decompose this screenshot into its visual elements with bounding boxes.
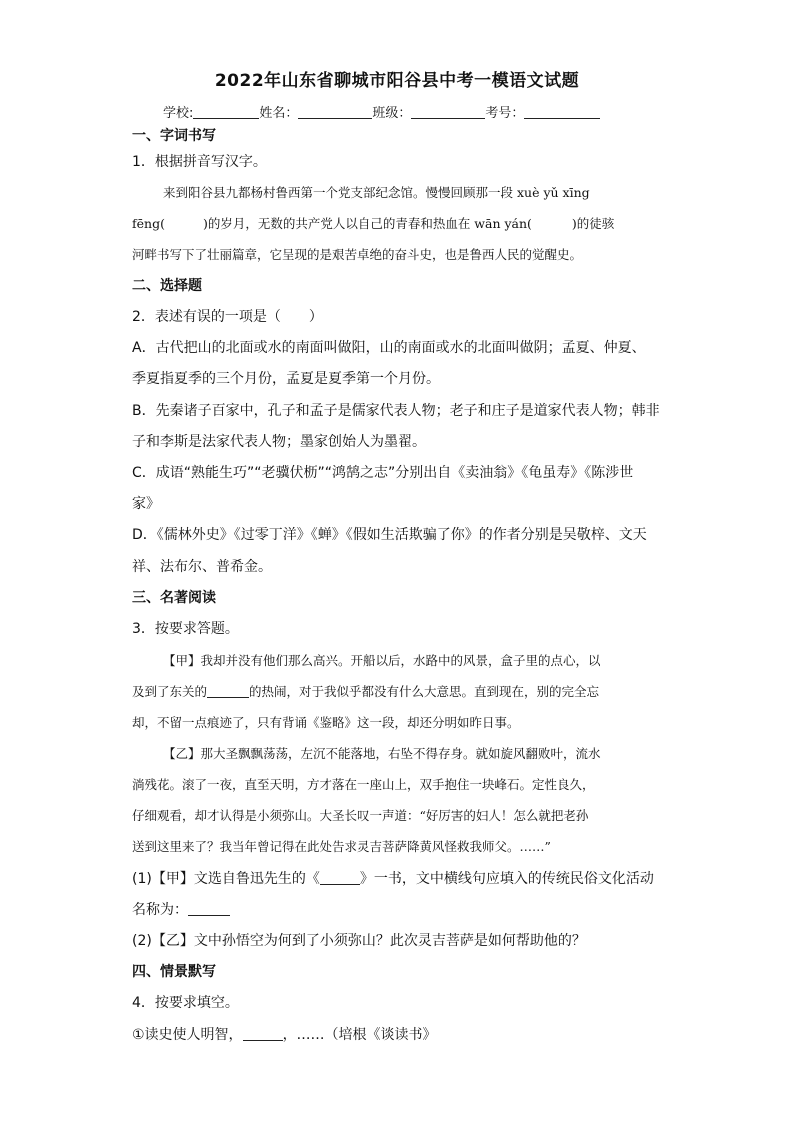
q2-option-a-line-2: 季夏指夏季的三个月份，孟夏是夏季第一个月份。: [132, 371, 440, 387]
name-blank[interactable]: [298, 106, 372, 119]
q3-subquestion-2: (2)【乙】文中孙悟空为何到了小须弥山？此次灵吉菩萨是如何帮助他的？: [132, 933, 586, 949]
q3-jia-line-3: 却，不留一点痕迹了，只有背诵《鉴略》这一段，却还分明如昨日事。: [132, 715, 520, 730]
q2-option-c-line-2: 家》: [132, 496, 160, 512]
q1-passage-line-1: 来到阳谷县九都杨村鲁西第一个党支部纪念馆。慢慢回顾那一段 xuè yǔ xīng: [163, 185, 590, 200]
section-heading-1: 一、字词书写: [132, 128, 216, 144]
q4-stem: 4．按要求填空。: [132, 995, 239, 1011]
q3-sq1-activity-blank[interactable]: [188, 903, 230, 916]
q2-option-d-line-2: 祥、法布尔、普希金。: [132, 559, 272, 575]
q1-stem: 1．根据拼音写汉字。: [132, 154, 267, 170]
q1-pinyin-2: )的岁月，无数的共产党人以自己的青春和热血在 wān yán(: [202, 216, 532, 231]
q3-sq1-book-blank[interactable]: [320, 872, 360, 885]
section-heading-2: 二、选择题: [132, 278, 202, 294]
section-heading-4: 四、情景默写: [132, 964, 216, 980]
class-label: 班级：: [372, 106, 412, 121]
q3-yi-line-3: 仔细观看，却才认得是小须弥山。大圣长叹一声道：“好厉害的妇人！怎么就把老孙: [132, 808, 589, 823]
q3-sq1-text-c: 名称为：: [132, 902, 188, 918]
school-label: 学校:: [163, 106, 194, 121]
q3-jia-text-a: 及到了东关的: [132, 684, 208, 699]
q2-stem: 2．表述有误的一项是（ ）: [132, 309, 323, 325]
number-blank[interactable]: [524, 106, 600, 119]
q3-subquestion-1-cont: [132, 899, 230, 919]
q1-passage-line-2: [132, 214, 614, 232]
q3-yi-line-4: 送到这里来了？我当年曾记得在此处告求灵吉菩萨降黄风怪救我师父。……”: [132, 839, 551, 854]
q2-option-a-line-1: A．古代把山的北面或水的南面叫做阳，山的南面或水的北面叫做阴；孟夏、仲夏、: [132, 340, 646, 356]
q3-jia-line-1: 【甲】我却并没有他们那么高兴。开船以后，水路中的风景，盒子里的点心，以: [163, 653, 601, 668]
q4-item1-blank[interactable]: [243, 1028, 283, 1041]
q3-stem: 3．按要求答题。: [132, 621, 239, 637]
school-blank[interactable]: [193, 106, 259, 119]
q1-pinyin-1: fēng(: [132, 216, 165, 231]
q3-yi-line-1: 【乙】那大圣飘飘荡荡，左沉不能落地，右坠不得存身。就如旋风翻败叶，流水: [163, 746, 601, 761]
q1-passage-line-3: 河畔书写下了壮丽篇章，它呈现的是艰苦卓绝的奋斗史，也是鲁西人民的觉醒史。: [132, 247, 583, 262]
class-blank[interactable]: [411, 106, 485, 119]
q2-option-b-line-2: 子和李斯是法家代表人物；墨家创始人为墨翟。: [132, 434, 426, 450]
student-info-line: [163, 102, 600, 121]
q1-passage-tail: )的徒骇: [571, 216, 615, 231]
exam-title: 2022年山东省聊城市阳谷县中考一模语文试题: [214, 71, 580, 91]
q3-jia-line-2: [132, 682, 599, 700]
q3-sq1-text-b: 》一书，文中横线句应填入的传统民俗文化活动: [359, 871, 654, 887]
q3-yi-line-2: 淌残花。滚了一夜，直至天明，方才落在一座山上，双手抱住一块峰石。定性良久，: [132, 777, 595, 792]
q4-item1-text-a: ①读史使人明智，: [132, 1027, 243, 1043]
name-label: 姓名：: [259, 106, 299, 121]
q2-option-d-line-1: D．《儒林外史》《过零丁洋》《蝉》《假如生活欺骗了你》的作者分别是吴敬梓、文天: [132, 527, 647, 543]
section-heading-3: 三、名著阅读: [132, 590, 216, 606]
q3-jia-text-b: 的热闹，对于我似乎都没有什么大意思。直到现在，别的完全忘: [249, 684, 600, 699]
q4-item1-text-b: ，……（培根《谈读书》: [282, 1027, 437, 1043]
number-label: 考号：: [485, 106, 525, 121]
q3-sq1-text-a: (1)【甲】文选自鲁迅先生的《: [132, 871, 320, 887]
q3-subquestion-1: [132, 868, 654, 888]
q4-item-1: [132, 1024, 437, 1044]
q3-jia-blank[interactable]: [207, 685, 249, 698]
q2-option-b-line-1: B．先秦诸子百家中，孔子和孟子是儒家代表人物；老子和庄子是道家代表人物；韩非: [132, 403, 660, 419]
q2-option-c-line-1: C．成语“熟能生巧”“老骥伏枥”“鸿鹄之志”分别出自《卖油翁》《龟虽寿》《陈涉世: [132, 465, 634, 481]
